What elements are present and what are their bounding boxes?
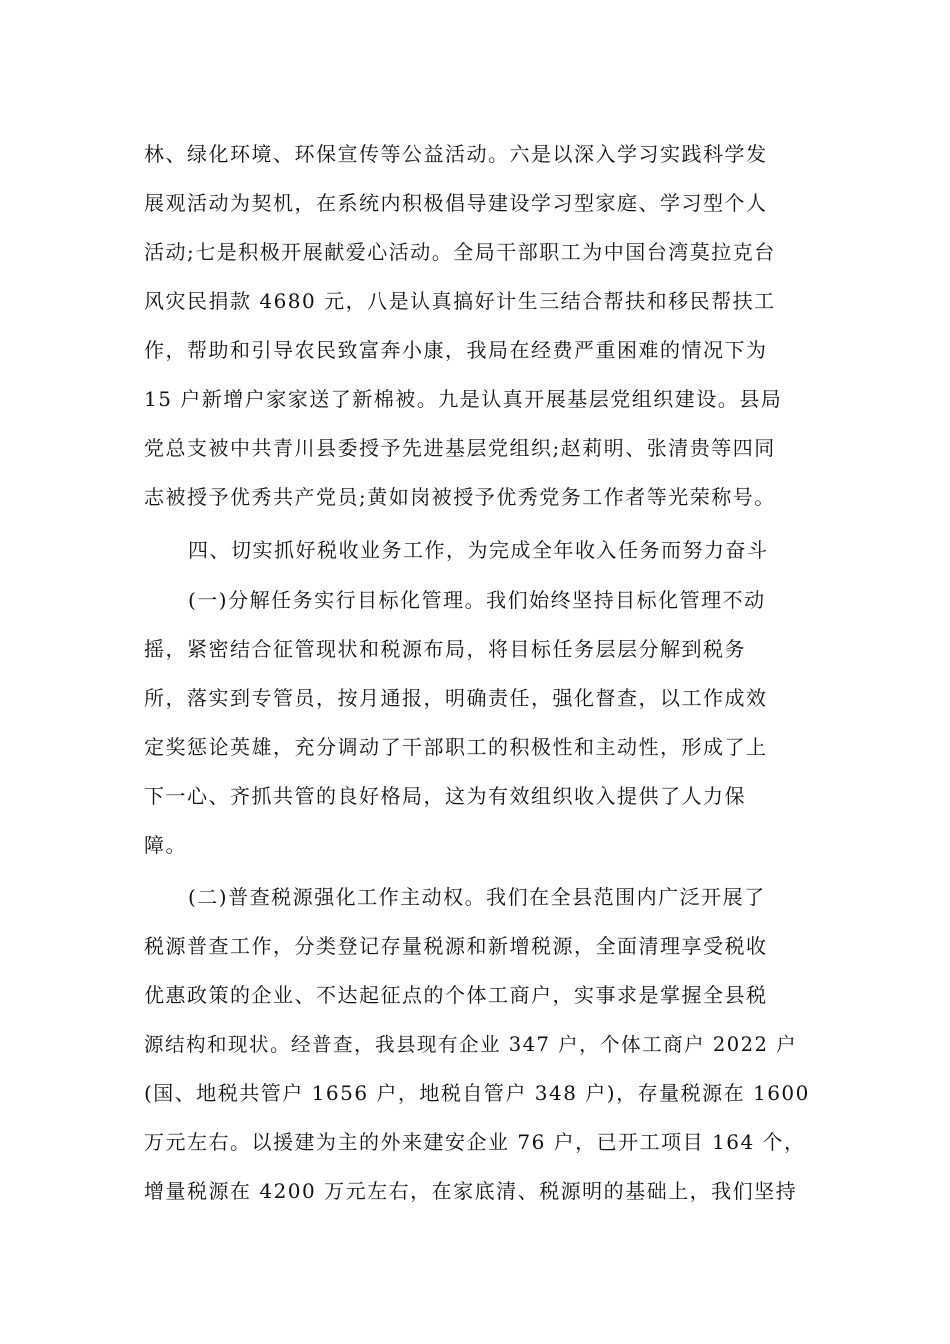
text-line: 下一心、齐抓共管的良好格局，这为有效组织收入提供了人力保 — [144, 784, 746, 808]
paragraph-one — [144, 576, 810, 870]
text-line: 所，落实到专管员，按月通报，明确责任，强化督查，以工作成效 — [144, 686, 768, 710]
text-line: 作，帮助和引导农民致富奔小康，我局在经费严重困难的情况下为 — [144, 338, 768, 362]
text-line: 摇，紧密结合征管现状和税源布局，将目标任务层层分解到税务 — [144, 637, 746, 661]
text-line: 风灾民捐款 4680 元，八是认真搞好计生三结合帮扶和移民帮扶工 — [144, 289, 776, 313]
text-line: 党总支被中共青川县委授予先进基层党组织;赵莉明、张清贵等四同 — [144, 436, 776, 460]
paragraph-continuation — [144, 130, 810, 522]
text-line: 林、绿化环境、环保宣传等公益活动。六是以深入学习实践科学发 — [144, 142, 768, 166]
text-line: 优惠政策的企业、不达起征点的个体工商户，实事求是掌握全县税 — [144, 983, 768, 1007]
text-line: (国、地税共管户 1656 户，地税自管户 348 户)，存量税源在 1600 — [144, 1081, 810, 1105]
text-line: 定奖惩论英雄，充分调动了干部职工的积极性和主动性，形成了上 — [144, 735, 768, 759]
text-line: 增量税源在 4200 万元左右，在家底清、税源明的基础上，我们坚持 — [144, 1179, 798, 1203]
text-line: (一)分解任务实行目标化管理。我们始终坚持目标化管理不动 — [188, 588, 766, 612]
text-line: 展观活动为契机，在系统内积极倡导建设学习型家庭、学习型个人 — [144, 191, 768, 215]
text-line: 障。 — [144, 833, 187, 857]
section-heading: 四、切实抓好税收业务工作，为完成全年收入任务而努力奋斗 — [188, 538, 769, 562]
text-line: 活动;七是积极开展献爱心活动。全局干部职工为中国台湾莫拉克台 — [144, 240, 776, 264]
text-line: (二)普查税源强化工作主动权。我们在全县范围内广泛开展了 — [188, 885, 766, 909]
text-line: 税源普查工作，分类登记存量税源和新增税源，全面清理享受税收 — [144, 934, 768, 958]
text-line: 15 户新增户家家送了新棉被。九是认真开展基层党组织建设。县局 — [144, 387, 783, 411]
text-line: 志被授予优秀共产党员;黄如岗被授予优秀党务工作者等光荣称号。 — [144, 485, 776, 509]
paragraph-two — [144, 873, 810, 1216]
section-heading-block — [144, 526, 810, 575]
text-line: 源结构和现状。经普查，我县现有企业 347 户，个体工商户 2022 户 — [144, 1033, 798, 1056]
text-line: 万元左右。以援建为主的外来建安企业 76 户，已开工项目 164 个， — [144, 1130, 806, 1154]
